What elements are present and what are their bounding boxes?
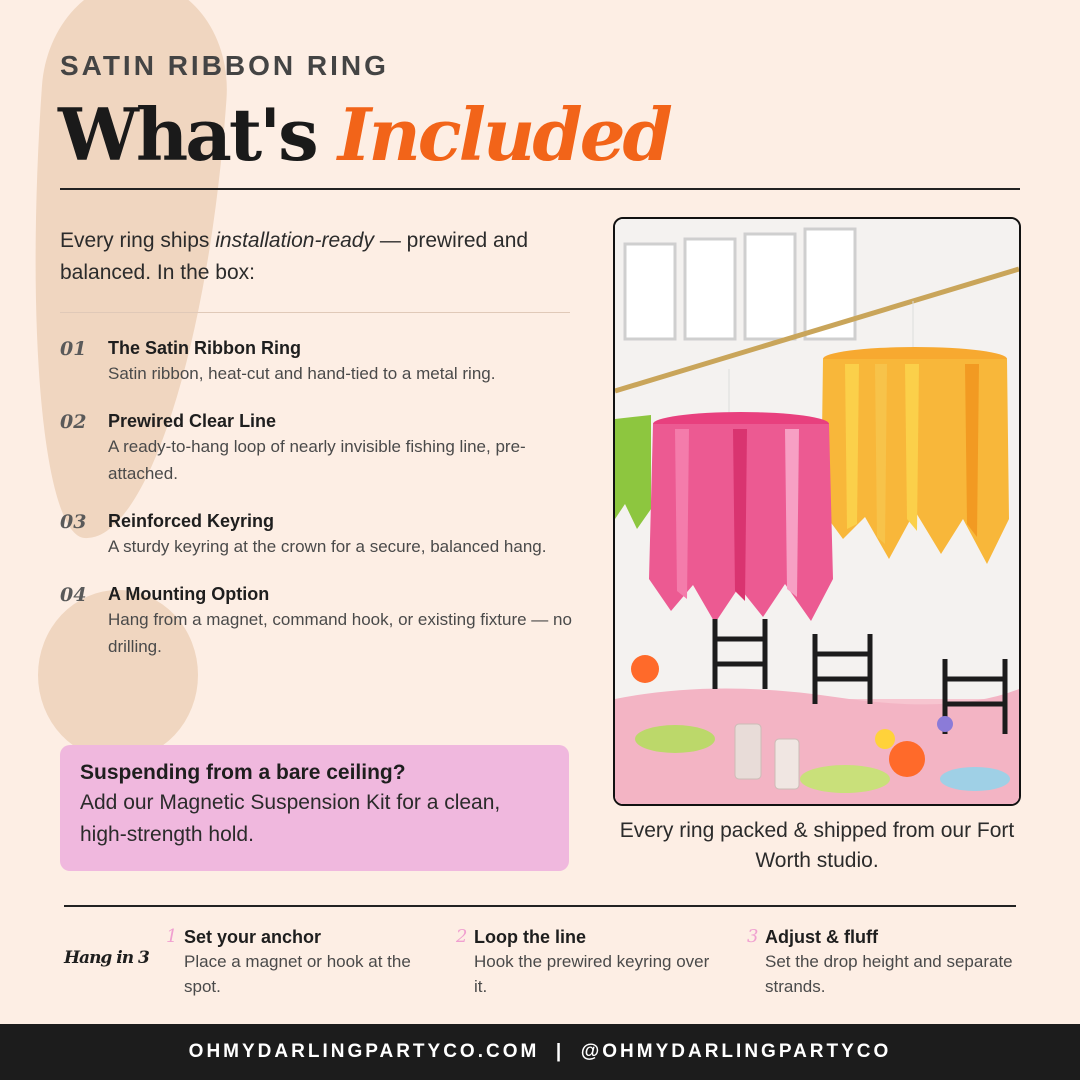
item-number: 04 [60, 584, 87, 606]
step-title: Adjust & fluff [765, 927, 878, 947]
intro-divider [60, 312, 570, 313]
item-description: A sturdy keyring at the crown for a secure, balanced hang. [108, 537, 547, 556]
step-item [747, 925, 1017, 999]
photo-caption: Every ring packed & shipped from our Fort Worth studio. [619, 819, 1015, 872]
list-item [60, 582, 580, 660]
step-title: Set your anchor [184, 927, 322, 947]
intro-text-start: Every ring ships [60, 229, 216, 252]
step-description: Set the drop height and separate strands. [765, 952, 1013, 996]
header-divider [60, 188, 1020, 190]
step-item [456, 925, 726, 999]
intro-text-end: — prewired and balanced. In the box: [60, 229, 529, 284]
item-description: Hang from a magnet, command hook, or existing fixture — no drilling. [108, 610, 572, 656]
included-items-list [60, 336, 580, 682]
item-description: Satin ribbon, heat-cut and hand-tied to a metal ring. [108, 364, 496, 383]
callout-text: Add our Magnetic Suspension Kit for a clean, high-strength hold. [80, 791, 501, 846]
item-title: Reinforced Keyring [108, 511, 275, 531]
step-description: Hook the prewired keyring over it. [474, 952, 710, 996]
step-title: Loop the line [474, 927, 586, 947]
title-main: What's [58, 92, 316, 177]
step-number: 1 [166, 926, 178, 947]
steps-divider [64, 905, 1016, 907]
item-description: A ready-to-hang loop of nearly invisible fishing line, pre-attached. [108, 437, 526, 483]
item-title: A Mounting Option [108, 584, 270, 604]
steps-label: Hang in 3 [64, 948, 149, 968]
suspension-kit-callout [60, 745, 569, 871]
step-number: 3 [747, 926, 759, 947]
title-accent: Included [337, 92, 670, 177]
item-title: Prewired Clear Line [108, 411, 277, 431]
item-number: 01 [60, 338, 87, 360]
footer-bar [0, 1024, 1080, 1080]
intro-emphasis: installation-ready [215, 229, 374, 252]
item-title: The Satin Ribbon Ring [108, 338, 301, 358]
ribbon-ring-illustration [615, 219, 1019, 804]
list-item [60, 336, 580, 387]
list-item [60, 409, 580, 487]
step-item [166, 925, 436, 999]
step-number: 2 [456, 926, 468, 947]
callout-title: Suspending from a bare ceiling? [80, 761, 406, 784]
step-description: Place a magnet or hook at the spot. [184, 952, 411, 996]
item-number: 02 [60, 411, 87, 433]
intro-text [60, 225, 560, 289]
pink-ribbon-ring [649, 412, 833, 623]
eyebrow-label: SATIN RIBBON RING [60, 50, 389, 81]
ribbon-ring-photo [613, 217, 1021, 806]
footer-text: OHMYDARLINGPARTYCO.COM | @OHMYDARLINGPARTYCO [188, 1041, 892, 1062]
list-item [60, 509, 580, 560]
page-title [58, 92, 670, 177]
item-number: 03 [60, 511, 87, 533]
